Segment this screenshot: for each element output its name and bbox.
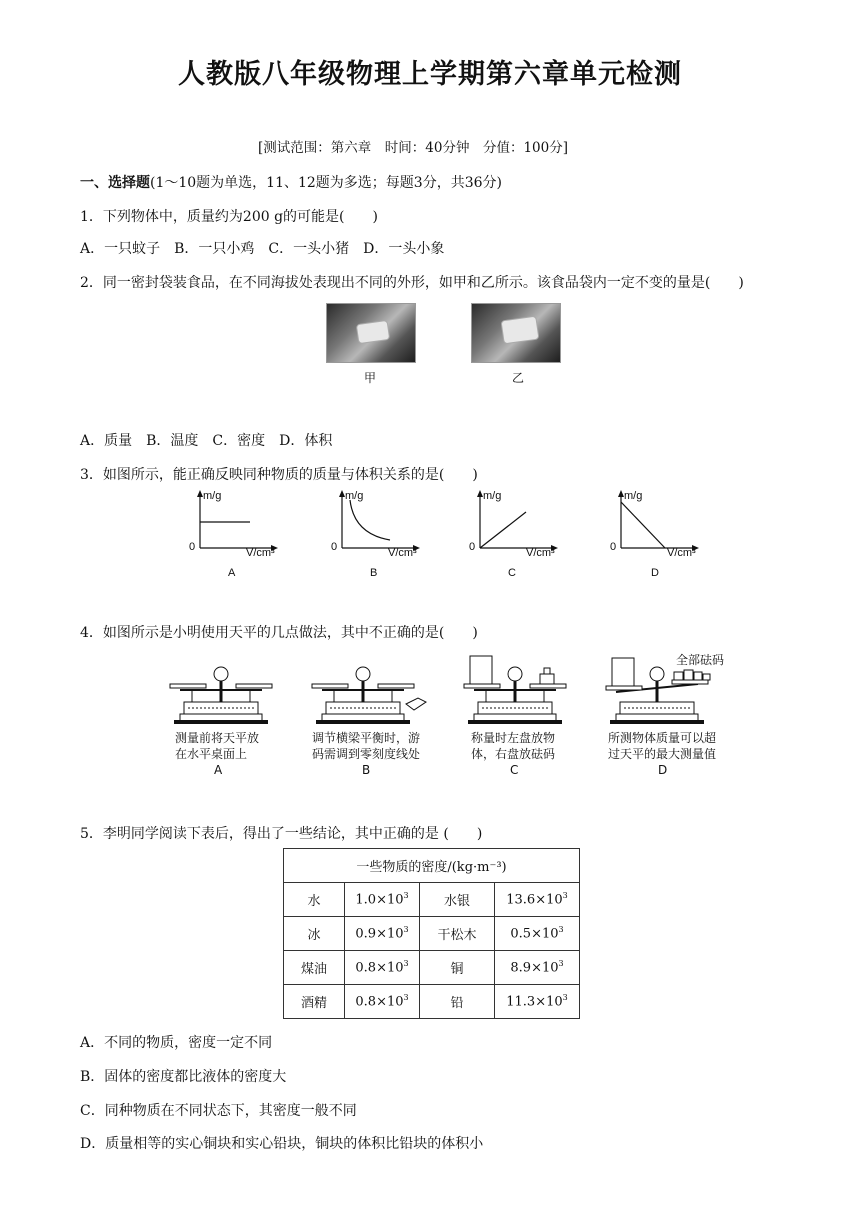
graph-d-origin: 0 xyxy=(610,541,617,553)
graph-c-ylabel: m/g xyxy=(483,490,502,502)
graph-a-origin: 0 xyxy=(189,541,196,553)
section-note: (1～10题为单选，11、12题为多选；每题3分，共36分) xyxy=(150,175,502,191)
table-row: 煤油 $0.8\times 10^3$ 铜 $8.9\times 10^3$ xyxy=(284,951,580,985)
density-table-title: 一些物质的密度/(kg·m⁻³) xyxy=(284,849,580,883)
graph-a-ylabel: m/g xyxy=(203,490,222,502)
balance-b-illustration xyxy=(308,664,433,726)
graph-c-label: C xyxy=(508,567,516,579)
balance-d-illustration xyxy=(602,652,727,726)
question-4-stem: 4．如图所示是小明使用天平的几点做法，其中不正确的是( ) xyxy=(80,625,478,641)
caption-yi: 乙 xyxy=(512,371,525,385)
table-row: 水 $1.0\times 10^3$ 水银 $13.6\times 10^3$ xyxy=(284,883,580,917)
table-row: 冰 $0.9\times 10^3$ 干松木 $0.5\times 10^3$ xyxy=(284,917,580,951)
question-5-stem: 5．李明同学阅读下表后，得出了一些结论，其中正确的是 ( ) xyxy=(80,826,483,842)
page-title: 人教版八年级物理上学期第六章单元检测 xyxy=(178,59,682,90)
density-table xyxy=(283,848,580,1019)
balance-a-caption: 测量前将天平放 在水平桌面上 xyxy=(175,731,260,761)
graph-b-origin: 0 xyxy=(331,541,338,553)
graph-d-ylabel: m/g xyxy=(624,490,643,502)
graph-b-xlabel: V/cm³ xyxy=(388,547,417,559)
balance-c-label: C xyxy=(510,763,519,777)
balance-b-caption: 调节横梁平衡时，游 码需调到零刻度线处 xyxy=(312,731,421,761)
graph-c-origin: 0 xyxy=(469,541,476,553)
table-row: 酒精 $0.8\times 10^3$ 铅 $11.3\times 10^3$ xyxy=(284,985,580,1019)
section-heading xyxy=(80,172,502,192)
question-5-option-d: D．质量相等的实心铜块和实心铅块，铜块的体积比铅块的体积小 xyxy=(80,1136,484,1152)
balance-b-label: B xyxy=(362,763,371,777)
graph-a-xlabel: V/cm³ xyxy=(246,547,275,559)
graph-a-label: A xyxy=(228,567,236,579)
graph-b-ylabel: m/g xyxy=(345,490,364,502)
question-1-options: A．一只蚊子 B．一只小鸡 C．一头小猪 D．一头小象 xyxy=(80,241,445,257)
balance-d-label: D xyxy=(658,763,668,777)
balance-a-illustration xyxy=(166,664,276,726)
question-2-stem: 2．同一密封袋装食品，在不同海拔处表现出不同的外形，如甲和乙所示。该食品袋内一定不变的量是( ) xyxy=(80,275,744,291)
question-2-options: A．质量 B．温度 C．密度 D．体积 xyxy=(80,433,333,449)
caption-jia: 甲 xyxy=(364,371,377,385)
question-5-option-b: B．固体的密度都比液体的密度大 xyxy=(80,1069,287,1085)
food-bag-photo-yi xyxy=(471,303,561,363)
balance-c-caption: 称量时左盘放物 体，右盘放砝码 xyxy=(471,731,556,761)
test-meta: [测试范围：第六章 时间：40分钟 分值：100分] xyxy=(258,140,568,156)
question-5-option-a: A．不同的物质，密度一定不同 xyxy=(80,1035,273,1051)
graph-d-label: D xyxy=(651,567,659,579)
balance-a-label: A xyxy=(214,763,223,777)
question-5-option-c: C．同种物质在不同状态下，其密度一般不同 xyxy=(80,1103,357,1119)
question-3-stem: 3．如图所示，能正确反映同种物质的质量与体积关系的是( ) xyxy=(80,467,478,483)
all-weights-label: 全部砝码 xyxy=(676,653,725,667)
section-title: 一、选择题 xyxy=(80,175,150,191)
graph-b-label: B xyxy=(370,567,378,579)
balance-d-caption: 所测物体质量可以超 过天平的最大测量值 xyxy=(608,731,717,761)
balance-c-illustration xyxy=(460,652,575,726)
graph-d-xlabel: V/cm³ xyxy=(667,547,696,559)
question-1-stem: 1．下列物体中，质量约为200 g的可能是( ) xyxy=(80,209,378,225)
food-bag-photo-jia xyxy=(326,303,416,363)
graph-c-xlabel: V/cm³ xyxy=(526,547,555,559)
